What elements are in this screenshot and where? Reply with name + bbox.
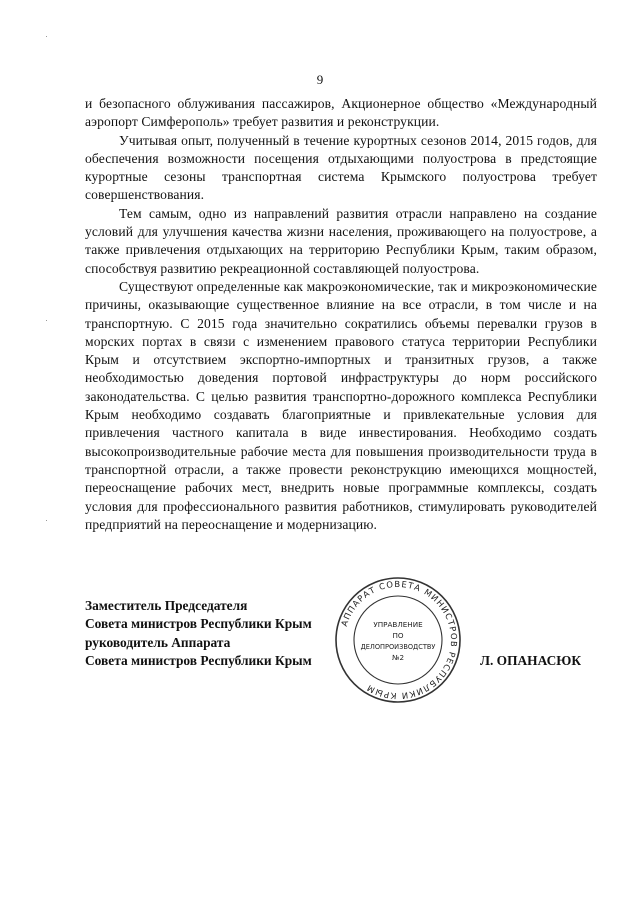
signatory-title-line: Заместитель Председателя [85, 598, 248, 613]
signatory-name: Л. ОПАНАСЮК [480, 653, 582, 668]
seal-inner-line: ДЕЛОПРОИЗВОДСТВУ [360, 643, 436, 651]
signatory-title-line: Совета министров Республики Крым [85, 616, 312, 632]
paragraph: Существуют определенные как макроэкономические, так и микроэкономические причины, оказывающие существенное влияние на все отрасли, в том числе и на транспортную. С 2015 года значительно сократились объемы перевалки грузов в морских портах в связи с изменением правового статуса территории Республики Крым и отсутствием экспортно-импортных и транзитных грузов, а также необходимостью доведения портовой инфраструктуры до норм российского законодательства. С целью развития транспортно-дорожного комплекса Республики Крым необходимо создавать благоприятные и привлекательные условия для привлечения частного капитала в виде инвестирования. Необходимо создать высокопроизводительные рабочие места для повышения производительности труда в транспортной отрасли, а также провести реконструкцию имеющихся мощностей, переоснащение рабочих мест, внедрить новые программные комплексы, создать условия для профессионального развития работников, стимулировать руководителей предприятий на переоснащение и модернизацию. [85, 278, 597, 532]
paragraph: Учитывая опыт, полученный в течение курортных сезонов 2014, 2015 годов, для обеспечения возможности посещения отдыхающими полуострова в предстоящие курортные сезоны транспортная система Крымского полуострова требует совершенствования. [85, 132, 597, 203]
paragraph: Тем самым, одно из направлений развития отрасли направлено на создание условий для улучшения качества жизни населения, проживающего на полуострове, а также привлечения отдыхающих на территорию Республики Крым, таким образом, способствуя развитию рекреационной составляющей полуострова. [85, 205, 597, 276]
paragraph: и безопасного облуживания пассажиров, Акционерное общество «Международный аэропорт Симферополь» требует развития и реконструкции. [85, 96, 597, 130]
scan-artifact [46, 520, 47, 521]
seal-inner-line: УПРАВЛЕНИЕ [373, 620, 423, 629]
scan-artifact [46, 36, 47, 37]
seal-graphic [332, 574, 464, 706]
page-number: 9 [316, 72, 324, 87]
signatory-title-line: руководитель Аппарата [85, 634, 231, 650]
seal-outer-text: АППАРАТ СОВЕТА МИНИСТРОВ РЕСПУБЛИКИ КРЫМ [338, 578, 460, 702]
seal-inner-line: ПО [392, 631, 404, 640]
seal-inner-line: №2 [391, 653, 405, 662]
body-text [85, 95, 597, 534]
signatory-title-line: Совета министров Республики Крым [85, 652, 312, 668]
scan-artifact [46, 320, 47, 321]
official-seal [332, 574, 464, 706]
